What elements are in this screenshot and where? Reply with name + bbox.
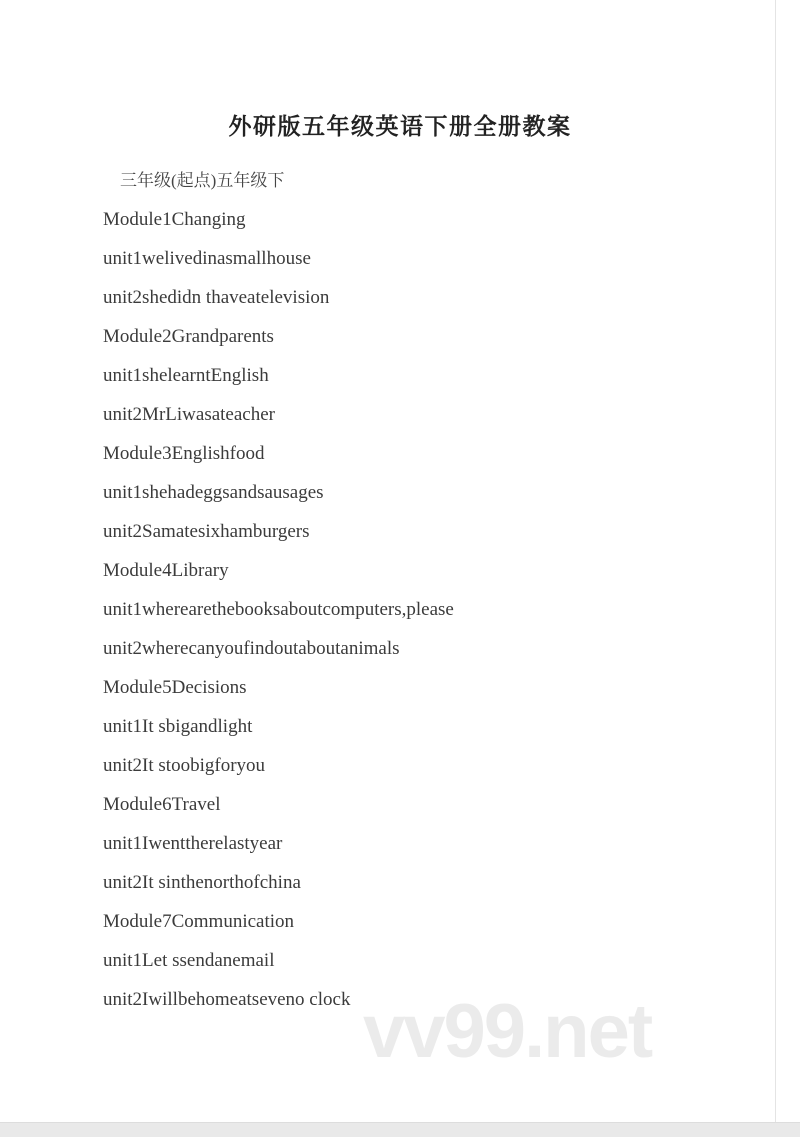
page-bottom-gap	[0, 1122, 800, 1137]
toc-line: unit1shelearntEnglish	[103, 365, 269, 386]
toc-line: Module2Grandparents	[103, 326, 274, 347]
toc-line: unit2Samatesixhamburgers	[103, 521, 310, 542]
toc-line: unit2It sinthenorthofchina	[103, 872, 301, 893]
document-title: 外研版五年级英语下册全册教案	[228, 113, 572, 140]
toc-line: unit1shehadeggsandsausages	[103, 482, 324, 503]
toc-line: unit1Iwenttherelastyear	[103, 833, 283, 854]
toc-line: Module5Decisions	[103, 677, 247, 698]
table-of-contents	[103, 200, 723, 1019]
toc-line: Module6Travel	[103, 794, 221, 815]
page-right-edge-line	[775, 0, 776, 1122]
document-subtitle: 三年级(起点)五年级下	[120, 171, 285, 190]
toc-line: Module4Library	[103, 560, 229, 581]
toc-line: Module1Changing	[103, 209, 246, 230]
toc-line: unit1welivedinasmallhouse	[103, 248, 311, 269]
toc-line: Module7Communication	[103, 911, 295, 932]
toc-line: Module3Englishfood	[103, 443, 265, 464]
toc-line: unit1Let ssendanemail	[103, 950, 275, 971]
toc-line: unit2MrLiwasateacher	[103, 404, 275, 425]
toc-line: unit2It stoobigforyou	[103, 755, 266, 776]
toc-line: unit2wherecanyoufindoutaboutanimals	[103, 638, 400, 659]
toc-line: unit1It sbigandlight	[103, 716, 253, 737]
toc-line: unit2shedidn thaveatelevision	[103, 287, 330, 308]
toc-line: unit2Iwillbehomeatseveno clock	[103, 989, 351, 1010]
watermark-text: vv99.net	[363, 989, 652, 1074]
toc-line: unit1wherearethebooksaboutcomputers,please	[103, 599, 454, 620]
